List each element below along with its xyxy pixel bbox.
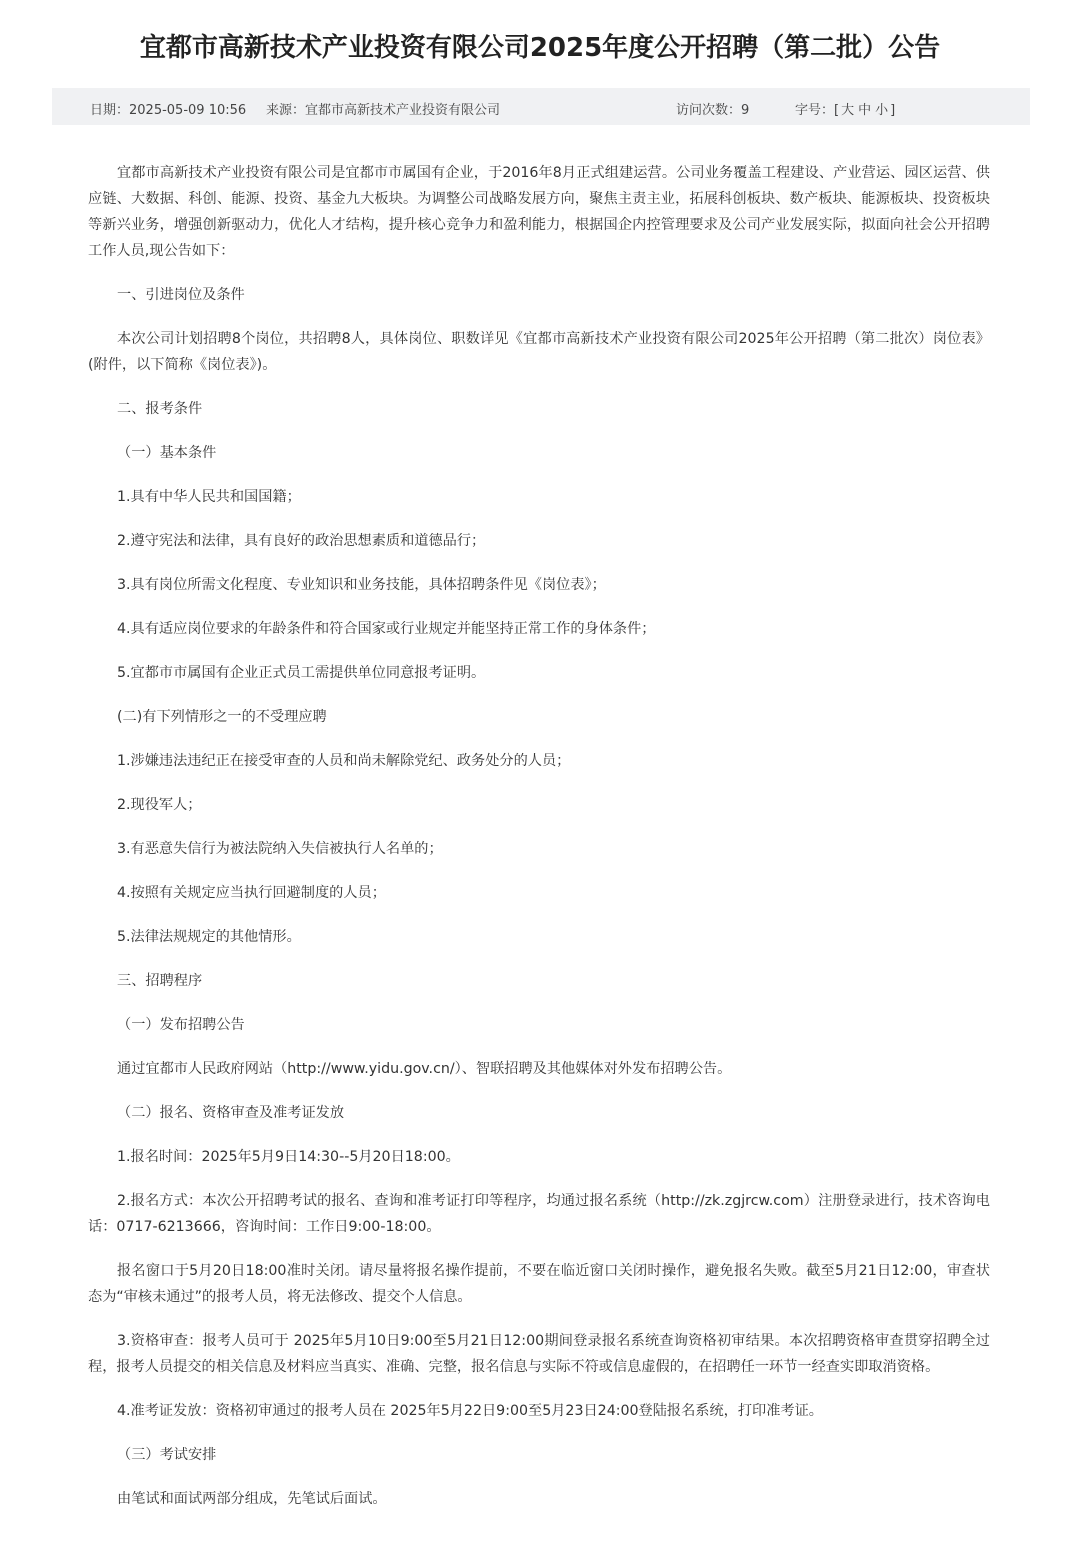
visits-value: 9 — [741, 103, 750, 118]
font-size-small-button[interactable]: 小 — [875, 103, 889, 118]
subsection-heading: （一）发布招聘公告 — [117, 1017, 245, 1033]
intro-paragraph: 宜都市高新技术产业投资有限公司是宜都市市属国有企业，于2016年8月正式组建运营。公司业务覆盖工程建设、产业营运、园区运营、供应链、大数据、科创、能源、投资、基金九大板块。为调整公司战略发展方向，聚焦主责主业，拓展科创板块、数产板块、能源板块、投资板块等新兴业务，增强创新驱动力，优化人才结构，提升核心竞争力和盈利能力，根据国企内控管理要求及公司产业发展实际，拟面向社会公开招聘工作人员,现公告如下： — [88, 165, 990, 259]
article-meta-bar — [52, 88, 1030, 125]
list-item: 2.遵守宪法和法律，具有良好的政治思想素质和道德品行； — [117, 533, 486, 549]
source-label: 来源： — [266, 103, 306, 118]
list-item: 2.现役军人； — [117, 797, 202, 813]
list-item: 5.宜都市市属国有企业正式员工需提供单位同意报考证明。 — [117, 665, 486, 681]
list-item: 4.具有适应岗位要求的年龄条件和符合国家或行业规定并能坚持正常工作的身体条件； — [117, 621, 656, 637]
list-item: 4.准考证发放：资格初审通过的报考人员在 2025年5月22日9:00至5月23日24:00登陆报名系统，打印准考证。 — [117, 1403, 823, 1419]
source-value: 宜都市高新技术产业投资有限公司 — [305, 103, 501, 118]
section-heading: 一、引进岗位及条件 — [117, 287, 245, 303]
list-item: 5.法律法规规定的其他情形。 — [117, 929, 301, 945]
subsection-heading: (二)有下列情形之一的不受理应聘 — [117, 709, 327, 725]
body-paragraph: 本次公司计划招聘8个岗位，共招聘8人，具体岗位、职数详见《宜都市高新技术产业投资有限公司2025年公开招聘（第二批次）岗位表》(附件，以下简称《岗位表》)。 — [88, 331, 990, 373]
list-item: 1.报名时间：2025年5月9日14:30--5月20日18:00。 — [117, 1149, 460, 1165]
font-size-medium-button[interactable]: 中 — [858, 103, 872, 118]
body-paragraph: 报名窗口于5月20日18:00准时关闭。请尽量将报名操作提前，不要在临近窗口关闭时操作，避免报名失败。截至5月21日12:00，审查状态为“审核未通过”的报考人员，将无法修改、提交个人信息。 — [88, 1263, 990, 1305]
list-item: 1.具有中华人民共和国国籍； — [117, 489, 301, 505]
font-size-selector — [795, 99, 895, 118]
section-heading: 二、报考条件 — [117, 401, 203, 417]
list-item: 2.报名方式：本次公开招聘考试的报名、查询和准考证打印等程序，均通过报名系统（http://zk.zgjrcw.com）注册登录进行，技术咨询电话：0717-6213666，咨询时间：工作日9:00-18:00。 — [88, 1193, 990, 1235]
list-item: 1.涉嫌违法违纪正在接受审查的人员和尚未解除党纪、政务处分的人员； — [117, 753, 571, 769]
section-heading: 三、招聘程序 — [117, 973, 203, 989]
date-label: 日期： — [90, 103, 130, 118]
subsection-heading: （一）基本条件 — [117, 445, 217, 461]
date-value: 2025-05-09 10:56 — [129, 103, 247, 118]
article-source — [266, 99, 500, 118]
visit-count — [676, 99, 749, 118]
list-item: 3.具有岗位所需文化程度、专业知识和业务技能，具体招聘条件见《岗位表》； — [117, 577, 606, 593]
fontsize-label: 字号： — [795, 103, 835, 118]
visits-label: 访问次数： — [676, 103, 742, 118]
fontsize-bracket-close: ] — [890, 103, 896, 118]
font-size-large-button[interactable]: 大 — [841, 103, 855, 118]
list-item: 4.按照有关规定应当执行回避制度的人员； — [117, 885, 386, 901]
fontsize-bracket-open: [ — [834, 103, 840, 118]
article-body — [88, 160, 990, 1512]
body-paragraph: 由笔试和面试两部分组成，先笔试后面试。 — [117, 1491, 387, 1507]
body-paragraph: 通过宜都市人民政府网站（http://www.yidu.gov.cn/）、智联招聘及其他媒体对外发布招聘公告。 — [117, 1061, 732, 1077]
list-item: 3.资格审查：报考人员可于 2025年5月10日9:00至5月21日12:00期间登录报名系统查询资格初审结果。本次招聘资格审查贯穿招聘全过程，报考人员提交的相关信息及材料应当真实、准确、完整，报名信息与实际不符或信息虚假的，在招聘任一环节一经查实即取消资格。 — [88, 1333, 990, 1375]
page-title: 宜都市高新技术产业投资有限公司2025年度公开招聘（第二批）公告 — [139, 33, 941, 63]
subsection-heading: （二）报名、资格审查及准考证发放 — [117, 1105, 345, 1121]
subsection-heading: （三）考试安排 — [117, 1447, 217, 1463]
publish-date — [90, 99, 246, 118]
list-item: 3.有恶意失信行为被法院纳入失信被执行人名单的； — [117, 841, 443, 857]
